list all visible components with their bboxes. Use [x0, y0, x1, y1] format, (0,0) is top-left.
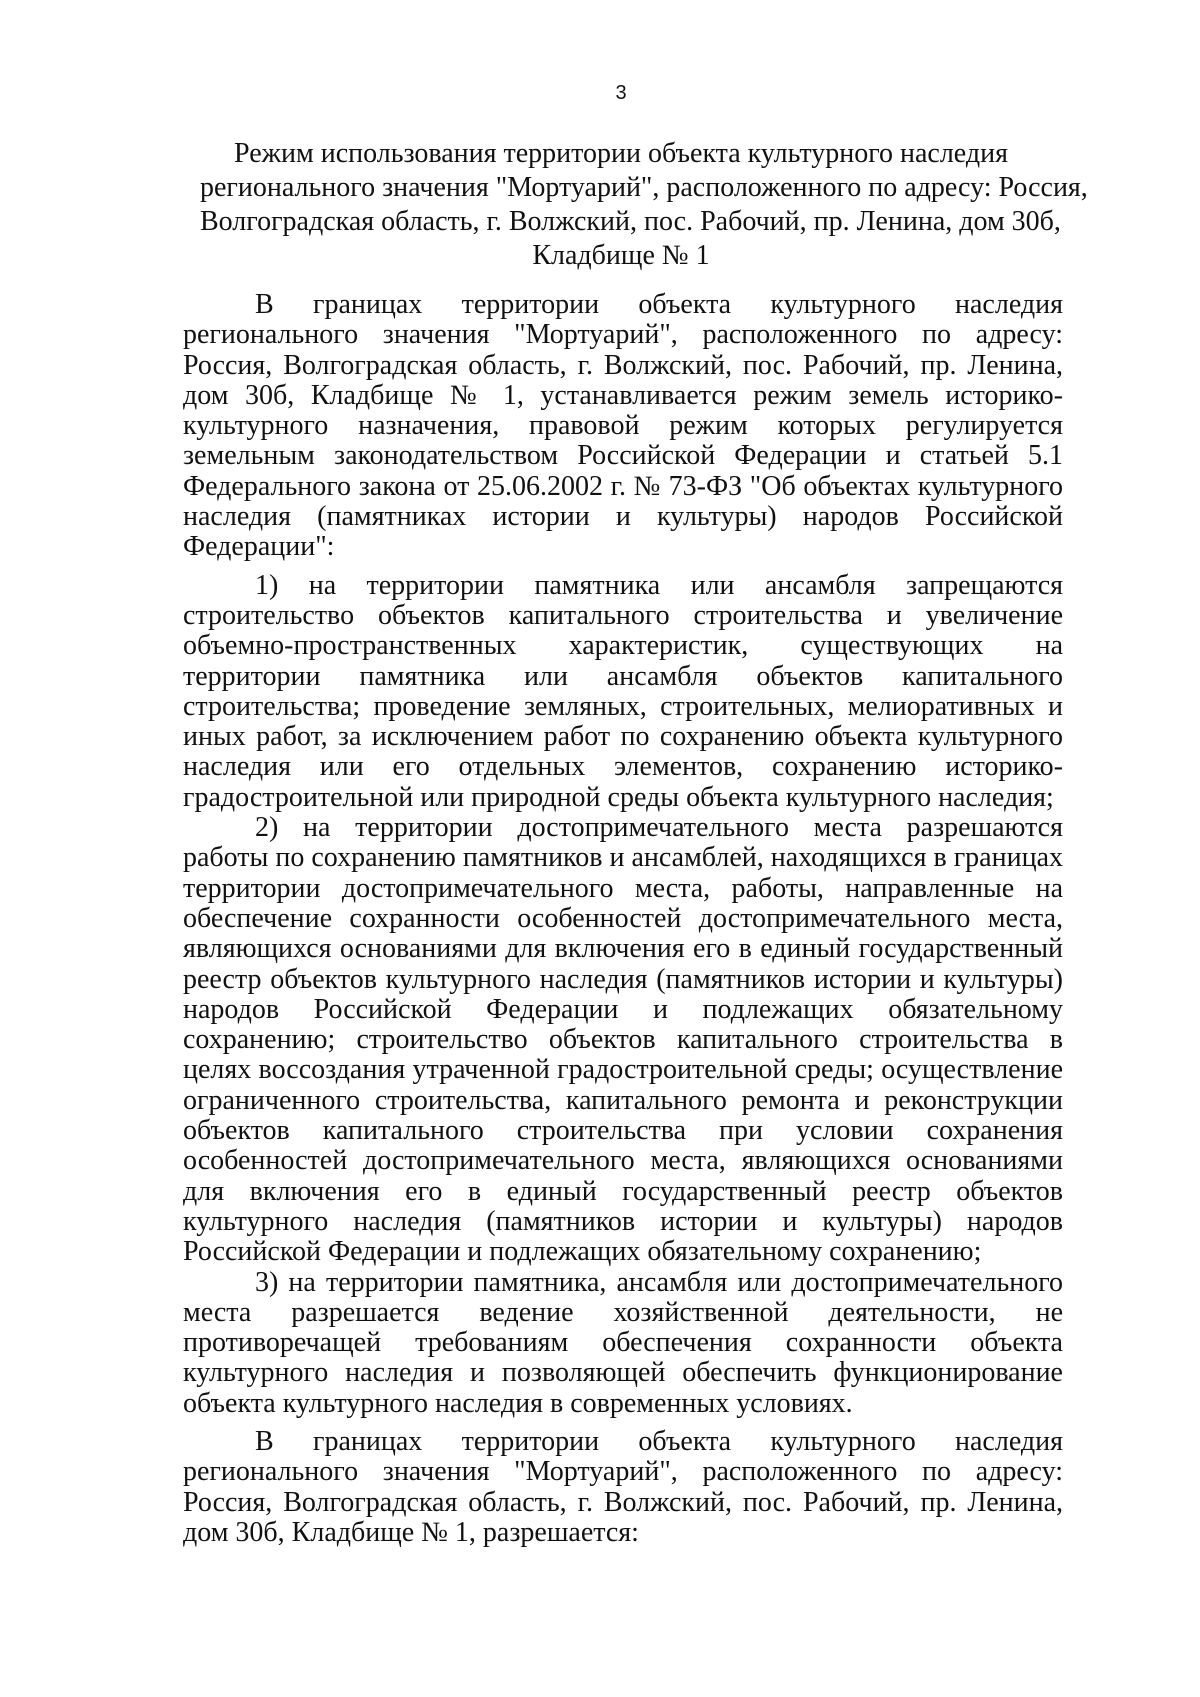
title-line: Режим использования территории объекта культурного наследия [234, 138, 1008, 169]
page-number: 3 [615, 82, 627, 104]
title-line: Волгоградская область, г. Волжский, пос. Рабочий, пр. Ленина, дом 30б, [200, 206, 1061, 237]
paragraph-item-1: 1) на территории памятника или ансамбля запрещаются строительство объектов капитального строительства и увеличение объемно-пространственных характеристик, существующих на территории памятника или ансамбля объектов капитального строительства; проведение земляных, строительных, мелиоративных и иных работ, за исключением работ по сохранению объекта культурного наследия или его отдельных элементов, сохранению историко- градостроительной или природной среды объекта культурного наследия; [183, 569, 1063, 813]
paragraph-item-3: 3) на территории памятника, ансамбля или достопримечательного места разрешается ведение хозяйственной деятельности, не противоречащей требованиям обеспечения сохранности объекта культурного наследия и позволяющей обеспечить функционирование объекта культурного наследия в современных условиях. [183, 1266, 1063, 1419]
title-line: Кладбище № 1 [532, 240, 710, 271]
paragraph-item-2: 2) на территории достопримечательного места разрешаются работы по сохранению памятников и ансамблей, находящихся в границах территории достопримечательного места, работы, направленные на обеспечение сохранности особенностей достопримечательного места, являющихся основаниями для включения его в единый государственный реестр объектов культурного наследия (памятников истории и культуры) народов Российской Федерации и подлежащих обязательному сохранению; строительство объектов капитального строительства в целях воссоздания утраченной градостроительной среды; осуществление ограниченного строительства, капитального ремонта и реконструкции объектов капитального строительства при условии сохранения особенностей достопримечательного места, являющихся основаниями для включения его в единый государственный реестр объектов культурного наследия (памятников истории и культуры) народов Российской Федерации и подлежащих обязательному сохранению; [183, 812, 1063, 1268]
document-body [183, 290, 1063, 1548]
document-title [200, 137, 1088, 273]
paragraph-allowed: В границах территории объекта культурного наследия регионального значения "Мортуарий", расположенного по адресу: Россия, Волгоградская область, г. Волжский, пос. Рабочий, пр. Ленина, дом 30б, Кладбище № 1, разрешается: [183, 1425, 1063, 1548]
paragraph-intro: В границах территории объекта культурного наследия регионального значения "Мортуарий", расположенного по адресу: Россия, Волгоградская область, г. Волжский, пос. Рабочий, пр. Ленина, дом 30б, Кладбище № 1, устанавливается режим земель историко-культурного назначения, правовой режим которых регулируется земельным законодательством Российской Федерации и статьей 5.1 Федерального закона от 25.06.2002 г. № 73-ФЗ "Об объектах культурного наследия (памятниках истории и культуры) народов Российской Федерации": [183, 289, 1063, 563]
title-line: регионального значения "Мортуарий", расположенного по адресу: Россия, [200, 172, 1088, 203]
